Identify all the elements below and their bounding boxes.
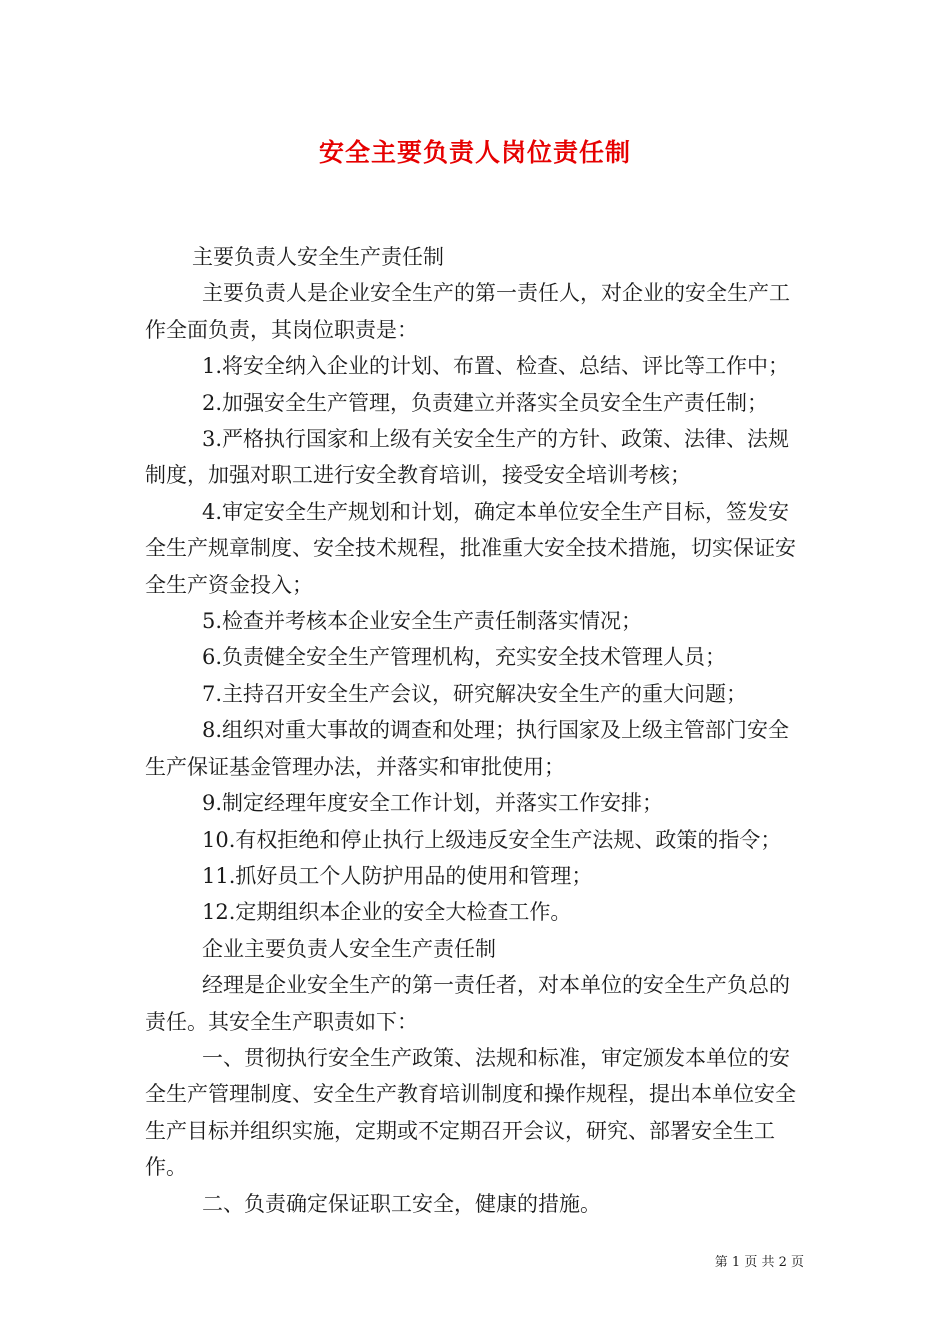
section-heading: 企业主要负责人安全生产责任制 bbox=[202, 936, 496, 961]
list-item: 6.负责健全安全生产管理机构，充实安全技术管理人员； bbox=[202, 645, 727, 670]
list-item: 8.组织对重大事故的调查和处理；执行国家及上级主管部门安全生产保证基金管理办法，并落实和审批使用； bbox=[145, 718, 790, 779]
list-item: 11.抓好员工个人防护用品的使用和管理； bbox=[202, 863, 593, 888]
paragraph: 经理是企业安全生产的第一责任者，对本单位的安全生产负总的责任。其安全生产职责如下： bbox=[145, 973, 790, 1034]
paragraph: 一、贯彻执行安全生产政策、法规和标准，审定颁发本单位的安全生产管理制度、安全生产教育培训制度和操作规程，提出本单位安全生产目标并组织实施，定期或不定期召开会议，研究、部署安全生工作。 bbox=[145, 1045, 796, 1180]
page-indicator: 第 1 页 共 2 页 bbox=[714, 1255, 804, 1270]
list-item: 4.审定安全生产规划和计划，确定本单位安全生产目标，签发安全生产规章制度、安全技术规程，批准重大安全技术措施，切实保证安全生产资金投入； bbox=[145, 499, 796, 597]
list-item: 12.定期组织本企业的安全大检查工作。 bbox=[202, 900, 572, 925]
document-title: 安全主要负责人岗位责任制 bbox=[318, 138, 631, 167]
list-item: 3.严格执行国家和上级有关安全生产的方针、政策、法律、法规制度，加强对职工进行安全教育培训，接受安全培训考核； bbox=[145, 427, 790, 488]
list-item: 9.制定经理年度安全工作计划，并落实工作安排； bbox=[202, 791, 664, 816]
section-heading: 主要负责人安全生产责任制 bbox=[192, 245, 444, 269]
document-body bbox=[145, 239, 810, 1222]
list-item: 10.有权拒绝和停止执行上级违反安全生产法规、政策的指令； bbox=[202, 827, 782, 852]
list-item: 2.加强安全生产管理，负责建立并落实全员安全生产责任制； bbox=[202, 390, 769, 415]
paragraph: 主要负责人是企业安全生产的第一责任人，对企业的安全生产工作全面负责，其岗位职责是： bbox=[145, 281, 790, 342]
paragraph: 二、负责确定保证职工安全，健康的措施。 bbox=[202, 1191, 601, 1216]
list-item: 7.主持召开安全生产会议，研究解决安全生产的重大问题； bbox=[202, 681, 748, 706]
list-item: 5.检查并考核本企业安全生产责任制落实情况； bbox=[202, 609, 643, 634]
list-item: 1.将安全纳入企业的计划、布置、检查、总结、评比等工作中； bbox=[202, 354, 790, 379]
